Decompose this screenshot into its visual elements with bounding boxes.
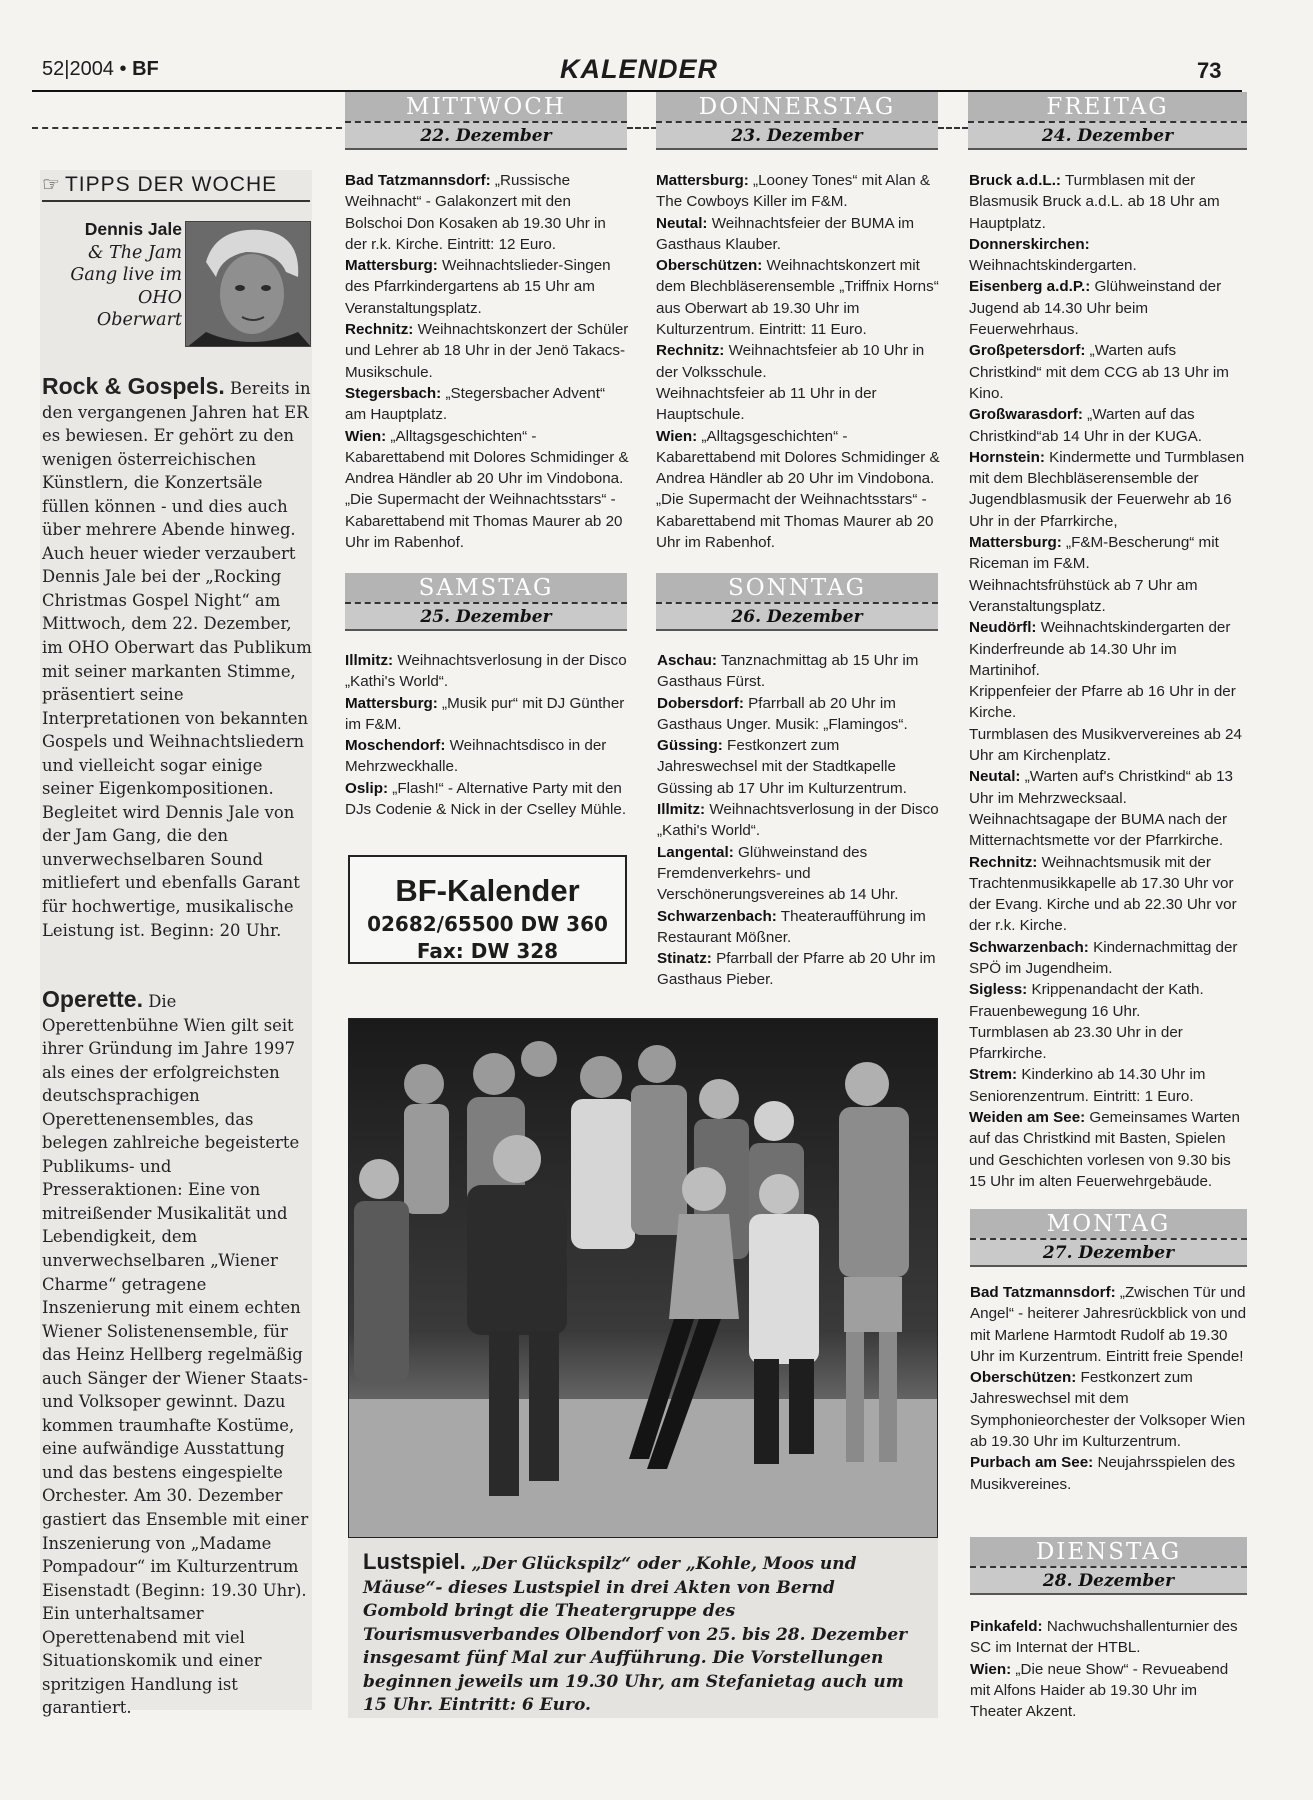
tips-heading: ☞ TIPPS DER WOCHE — [42, 172, 310, 202]
event-entry — [969, 1022, 1249, 1065]
issue-number: 52|2004 • BF — [42, 58, 159, 80]
article-rock-gospels: Rock & Gospels. Bereits in den vergangenen Jahren hat ER es bewiesen. Er gehört zu den wenigen österreichischen Künstlern, die Konzertsäle füllen können - und dies auch über mehrere Abende hinweg. Auch heuer wieder verzaubert Dennis Jale bei der „Rocking Christmas Gospel Night“ am Mittwoch, dem 22. Dezember, im OHO Oberwart das Publikum mit seiner markanten Stimme, präsentiert seine Interpretationen von bekannten Gospels und Weihnachtsliedern und vielleicht sogar einige seiner Eigenkompositionen. Begleitet wird Dennis Jale von der Jam Gang, die den unverwechselbaren Sound mitliefert und ebenfalls Garant für hochwertige, musikalische Leistung ist. Beginn: 20 Uhr. — [42, 373, 312, 940]
event-entry — [969, 170, 1249, 234]
event-text: Krippenfeier der Pfarre ab 16 Uhr in der Kirche. — [969, 683, 1236, 722]
article-operette: Operette. Die Operettenbühne Wien gilt seit ihrer Gründung im Jahre 1997 als eines der erfolgreichsten deutschsprachigen Operettenensembles, das belegen zahlreiche begeisterte Publikums- und Presseraktionen: Eine von mitreißender Musikalität und Lebendigkeit, dem unverwechselbaren „Wiener Charme“ getragene Inszenierung mit einem echten Wiener Solistenensemble, für das Heinz Hellberg regelmäßig auch Sänger der Wiener Staats- und Volksoper gewinnt. Dazu kommen traumhafte Kostüme, eine aufwändige Ausstattung und das bestens eingespielte Orchester. Am 30. Dezember gastiert das Ensemble mit einer Inszenierung von „Madame Pompadour“ im Kulturzentrum Eisenstadt (Beginn: 19.30 Uhr). Ein unterhaltsamer Operettenabend mit viel Situationskomik und einer spritzigen Handlung ist garantiert. — [42, 986, 309, 1718]
event-place: Wien: — [970, 1660, 1012, 1678]
event-text: „Die neue Show“ - Revueabend mit Alfons Haider ab 19.30 Uhr im Theater Akzent. — [970, 1660, 1229, 1721]
event-entry — [969, 809, 1249, 852]
event-text: Kindermette und Turmblasen mit dem Blechbläserensemble der Jugendblasmusik der Feuerwehr ab 16 Uhr in der Pfarrkirche, — [969, 448, 1245, 530]
event-text: „Die Supermacht der Weihnachtsstars“ - Kabarettabend mit Thomas Maurer ab 20 Uhr im Rabenhof. — [345, 491, 623, 552]
event-place: Eisenberg a.d.P.: — [969, 278, 1091, 296]
event-text: Weihnachtskonzert mit dem Blechbläserensemble „Triffnix Horns“ aus Oberwart ab 19.30 Uhr im Kulturzentrum. Eintritt: 11 Euro. — [656, 257, 939, 339]
pointing-hand-icon: ☞ — [42, 174, 61, 196]
listing-donnerstag — [656, 170, 941, 553]
event-entry — [657, 735, 942, 799]
event-entry — [969, 852, 1249, 937]
event-entry — [657, 693, 942, 736]
event-entry — [345, 489, 630, 553]
event-entry — [345, 383, 630, 426]
event-place: Langental: — [657, 843, 734, 861]
dashed-divider — [938, 127, 968, 129]
listing-dienstag — [970, 1616, 1250, 1722]
event-entry — [969, 1107, 1249, 1192]
event-place: Rechnitz: — [656, 342, 725, 360]
event-place: Rechnitz: — [345, 321, 414, 339]
event-entry — [969, 575, 1249, 618]
event-text: Pfarrball der Pfarre ab 20 Uhr im Gasthaus Pieber. — [657, 950, 936, 989]
event-entry — [656, 255, 941, 340]
day-header-montag: MONTAG 27. Dezember — [970, 1209, 1247, 1267]
event-entry — [969, 979, 1249, 1022]
event-text: Neujahrsspielen des Musikvereines. — [970, 1454, 1236, 1493]
event-place: Güssing: — [657, 737, 723, 755]
event-place: Weiden am See: — [969, 1109, 1086, 1127]
event-place: Dobersdorf: — [657, 694, 744, 712]
group-photo — [348, 1018, 938, 1538]
event-entry — [969, 617, 1249, 681]
event-text: „Die Supermacht der Weihnachtsstars“ - Kabarettabend mit Thomas Maurer ab 20 Uhr im Rabenhof. — [656, 491, 934, 552]
event-place: Mattersburg: — [345, 694, 438, 712]
event-entry — [969, 766, 1249, 809]
event-entry — [969, 404, 1249, 447]
event-entry — [656, 170, 941, 213]
event-entry — [969, 532, 1249, 575]
listing-samstag — [345, 650, 630, 820]
event-entry — [656, 213, 941, 256]
event-text: Turmblasen des Musikververeines ab 24 Uhr am Kirchenplatz. — [969, 725, 1242, 765]
event-place: Aschau: — [657, 652, 717, 669]
event-text: „Warten auf das Christkind“ab 14 Uhr in der KUGA. — [969, 406, 1202, 445]
event-place: Schwarzenbach: — [657, 907, 777, 925]
event-place: Hornstein: — [969, 448, 1045, 466]
event-place: Pinkafeld: — [970, 1618, 1043, 1635]
event-entry — [657, 650, 942, 693]
event-entry — [345, 735, 630, 778]
event-entry — [970, 1452, 1250, 1495]
event-text: Weihnachtskindergarten. — [969, 257, 1137, 275]
event-text: Kinderkino ab 14.30 Uhr im Seniorenzentrum. Eintritt: 1 Euro. — [969, 1066, 1206, 1105]
event-text: Festkonzert zum Jahreswechsel mit dem Symphonieorchester der Volksoper Wien ab 19.30 Uhr im Kulturzentrum. — [970, 1369, 1246, 1451]
event-text: „Alltagsgeschichten“ - Kabarettabend mit Dolores Schmidinger & Andrea Händler ab 20 Uhr im Vindobona. — [345, 427, 629, 488]
event-text: Gemeinsames Warten auf das Christkind mit Basten, Spielen und Geschichten vorlesen von 9.30 bis 15 Uhr im alten Feuerwehrgebäude. — [969, 1109, 1240, 1190]
event-entry — [656, 340, 941, 383]
bf-kalender-fax: Fax: DW 328 — [416, 939, 559, 963]
event-text: „Zwischen Tür und Angel“ - heiterer Jahresrückblick von und mit Marlene Harmtodt Rudolf ab 19.30 Uhr im Kurzentrum. Eintritt freie Spende! — [970, 1284, 1247, 1365]
event-place: Bruck a.d.L.: — [969, 172, 1061, 189]
event-place: Großwarasdorf: — [969, 406, 1083, 424]
event-entry — [657, 948, 942, 991]
event-place: Bad Tatzmannsdorf: — [970, 1284, 1116, 1301]
event-text: Weihnachtsfeier der BUMA im Gasthaus Klauber. — [656, 214, 914, 253]
event-text: Weihnachtsfeier ab 11 Uhr in der Hauptschule. — [656, 384, 877, 424]
event-text: Kindernachmittag der SPÖ im Jugendheim. — [969, 938, 1238, 977]
event-text: Turmblasen ab 23.30 Uhr in der Pfarrkirche. — [969, 1023, 1183, 1063]
event-entry — [969, 681, 1249, 724]
listing-sonntag — [657, 650, 942, 991]
bf-kalender-phone: 02682/65500 DW 360 — [367, 912, 608, 936]
day-header-samstag: SAMSTAG 25. Dezember — [345, 573, 627, 631]
event-place: Großpetersdorf: — [969, 342, 1086, 360]
event-text: „Alltagsgeschichten“ - Kabarettabend mit Dolores Schmidinger & Andrea Händler ab 20 Uhr im Vindobona. — [656, 427, 940, 488]
event-place: Mattersburg: — [656, 172, 749, 189]
event-place: Schwarzenbach: — [969, 938, 1089, 956]
event-place: Purbach am See: — [970, 1454, 1094, 1472]
event-text: Weihnachtsagape der BUMA nach der Mitternachtsmette vor der Pfarrkirche. — [969, 810, 1228, 850]
event-entry — [969, 276, 1249, 340]
event-text: „Warten auf's Christkind“ ab 13 Uhr im Mehrzwecksaal. — [969, 768, 1233, 807]
event-place: Mattersburg: — [969, 534, 1062, 552]
day-header-mittwoch: MITTWOCH 22. Dezember — [345, 92, 627, 150]
event-entry — [969, 937, 1249, 980]
event-place: Stinatz: — [657, 950, 712, 968]
event-text: Weihnachtslieder-Singen des Pfarrkindergartens ab 15 Uhr am Veranstaltungsplatz. — [345, 257, 611, 317]
event-place: Stegersbach: — [345, 384, 442, 402]
bf-kalender-title: BF-Kalender — [395, 873, 580, 908]
event-place: Strem: — [969, 1066, 1018, 1084]
event-entry — [970, 1659, 1250, 1723]
event-place: Oberschützen: — [656, 257, 763, 275]
event-entry — [969, 1064, 1249, 1107]
event-text: Tanznachmittag ab 15 Uhr im Gasthaus Fürst. — [657, 652, 919, 691]
dashed-divider — [32, 127, 342, 129]
event-entry — [970, 1282, 1250, 1367]
event-text: Turmblasen mit der Blasmusik Bruck a.d.L. ab 18 Uhr am Hauptplatz. — [969, 172, 1220, 232]
event-place: Sigless: — [969, 981, 1028, 999]
photo-caption-dennis: Dennis Jale & The Jam Gang live im OHO Oberwart — [70, 219, 182, 330]
event-place: Neutal: — [969, 768, 1021, 786]
event-text: „F&M-Bescherung“ mit Riceman im F&M. — [969, 534, 1219, 573]
day-header-dienstag: DIENSTAG 28. Dezember — [970, 1537, 1247, 1595]
event-text: Weihnachtsfrühstück ab 7 Uhr am Veranstaltungsplatz. — [969, 576, 1198, 615]
day-header-freitag: FREITAG 24. Dezember — [968, 92, 1247, 150]
event-text: Glühweinstand der Jugend ab 14.30 Uhr beim Feuerwehrhaus. — [969, 278, 1222, 339]
event-place: Illmitz: — [345, 652, 394, 669]
event-entry — [969, 234, 1249, 277]
event-text: „Musik pur“ mit DJ Günther im F&M. — [345, 694, 625, 733]
event-text: Weihnachtskindergarten der Kinderfreunde ab 14.30 Uhr im Martinihof. — [969, 619, 1231, 679]
event-text: Weihnachtsverlosung in der Disco „Kathi's World“. — [345, 652, 627, 691]
event-text: Festkonzert zum Jahreswechsel mit der Stadtkapelle Güssing ab 17 Uhr im Kulturzentrum. — [657, 737, 907, 797]
day-header-sonntag: SONNTAG 26. Dezember — [656, 573, 938, 631]
event-entry — [345, 255, 630, 319]
event-place: Oberschützen: — [970, 1369, 1077, 1387]
event-place: Wien: — [656, 427, 698, 445]
event-entry — [345, 693, 630, 736]
event-text: Theateraufführung im Restaurant Mößner. — [657, 907, 926, 946]
event-text: Weihnachtsfeier ab 10 Uhr in der Volksschule. — [656, 342, 925, 381]
event-entry — [657, 842, 942, 906]
event-text: Weihnachtsverlosung in der Disco „Kathi's World“. — [657, 801, 939, 840]
event-text: „Looney Tones“ mit Alan & The Cowboys Killer im F&M. — [656, 172, 931, 211]
event-text: „Flash!“ - Alternative Party mit den DJs Codenie & Nick in der Cselley Mühle. — [345, 779, 627, 819]
event-entry — [657, 906, 942, 949]
event-place: Oslip: — [345, 779, 389, 797]
event-text: „Russische Weihnacht“ - Galakonzert mit den Bolschoi Don Kosaken ab 19.30 Uhr in der r.k. Kirche. Eintritt: 12 Euro. — [345, 172, 606, 253]
event-place: Neutal: — [656, 214, 708, 232]
page-number: 73 — [1197, 58, 1222, 83]
day-header-donnerstag: DONNERSTAG 23. Dezember — [656, 92, 938, 150]
event-entry — [345, 778, 630, 821]
event-text: „Warten aufs Christkind“ mit dem CCG ab 13 Uhr im Kino. — [969, 342, 1229, 402]
event-entry — [969, 340, 1249, 404]
event-text: Pfarrball ab 20 Uhr im Gasthaus Unger. Musik: „Flamingos“. — [657, 694, 908, 733]
event-place: Donnerskirchen: — [969, 235, 1090, 253]
photo-caption-lustspiel: Lustspiel. „Der Glückspilz“ oder „Kohle, Moos und Mäuse“- dieses Lustspiel in drei Akten von Bernd Gombold bringt die Theatergruppe des Tourismusverbandes Olbendorf von 25. bis 28. Dezember insgesamt fünf Mal zur Aufführung. Die Vorstellungen beginnen jeweils um 19.30 Uhr, am Stefanietag auch um 15 Uhr. Eintritt: 6 Euro. — [348, 1538, 938, 1718]
event-text: Nachwuchshallenturnier des SC im Internat der HTBL. — [970, 1618, 1238, 1657]
event-entry — [345, 170, 630, 255]
event-text: Glühweinstand des Fremdenverkehrs- und Verschönerungsvereines ab 14 Uhr. — [657, 843, 899, 904]
event-entry — [345, 319, 630, 383]
bf-kalender-box — [348, 855, 627, 964]
event-entry — [657, 799, 942, 842]
listing-freitag — [969, 170, 1249, 1192]
event-entry — [656, 426, 941, 490]
listing-mittwoch — [345, 170, 630, 553]
portrait-photo — [185, 221, 311, 347]
listing-montag — [970, 1282, 1250, 1495]
event-entry — [656, 489, 941, 553]
event-place: Moschendorf: — [345, 737, 446, 755]
event-entry — [969, 724, 1249, 767]
event-text: Weihnachtsdisco in der Mehrzweckhalle. — [345, 737, 607, 776]
event-entry — [345, 650, 630, 693]
event-text: Krippenandacht der Kath. Frauenbewegung 16 Uhr. — [969, 981, 1204, 1020]
event-entry — [969, 447, 1249, 532]
event-place: Bad Tatzmannsdorf: — [345, 172, 491, 189]
dashed-divider — [627, 127, 657, 129]
event-text: Weihnachtsmusik mit der Trachtenmusikkapelle ab 17.30 Uhr vor der Evang. Kirche und ab 22.30 Uhr vor der r.k. Kirche. — [969, 853, 1237, 935]
event-place: Wien: — [345, 427, 387, 445]
section-title: KALENDER — [560, 54, 719, 84]
event-place: Illmitz: — [657, 801, 706, 819]
event-text: Weihnachtskonzert der Schüler und Lehrer ab 18 Uhr in der Jenö Takacs-Musikschule. — [345, 321, 629, 381]
event-text: „Stegersbacher Advent“ am Hauptplatz. — [345, 384, 606, 424]
event-entry — [656, 383, 941, 426]
event-place: Neudörfl: — [969, 619, 1037, 637]
event-entry — [970, 1367, 1250, 1452]
event-entry — [345, 426, 630, 490]
event-entry — [970, 1616, 1250, 1659]
event-place: Rechnitz: — [969, 853, 1038, 871]
event-place: Mattersburg: — [345, 257, 438, 275]
